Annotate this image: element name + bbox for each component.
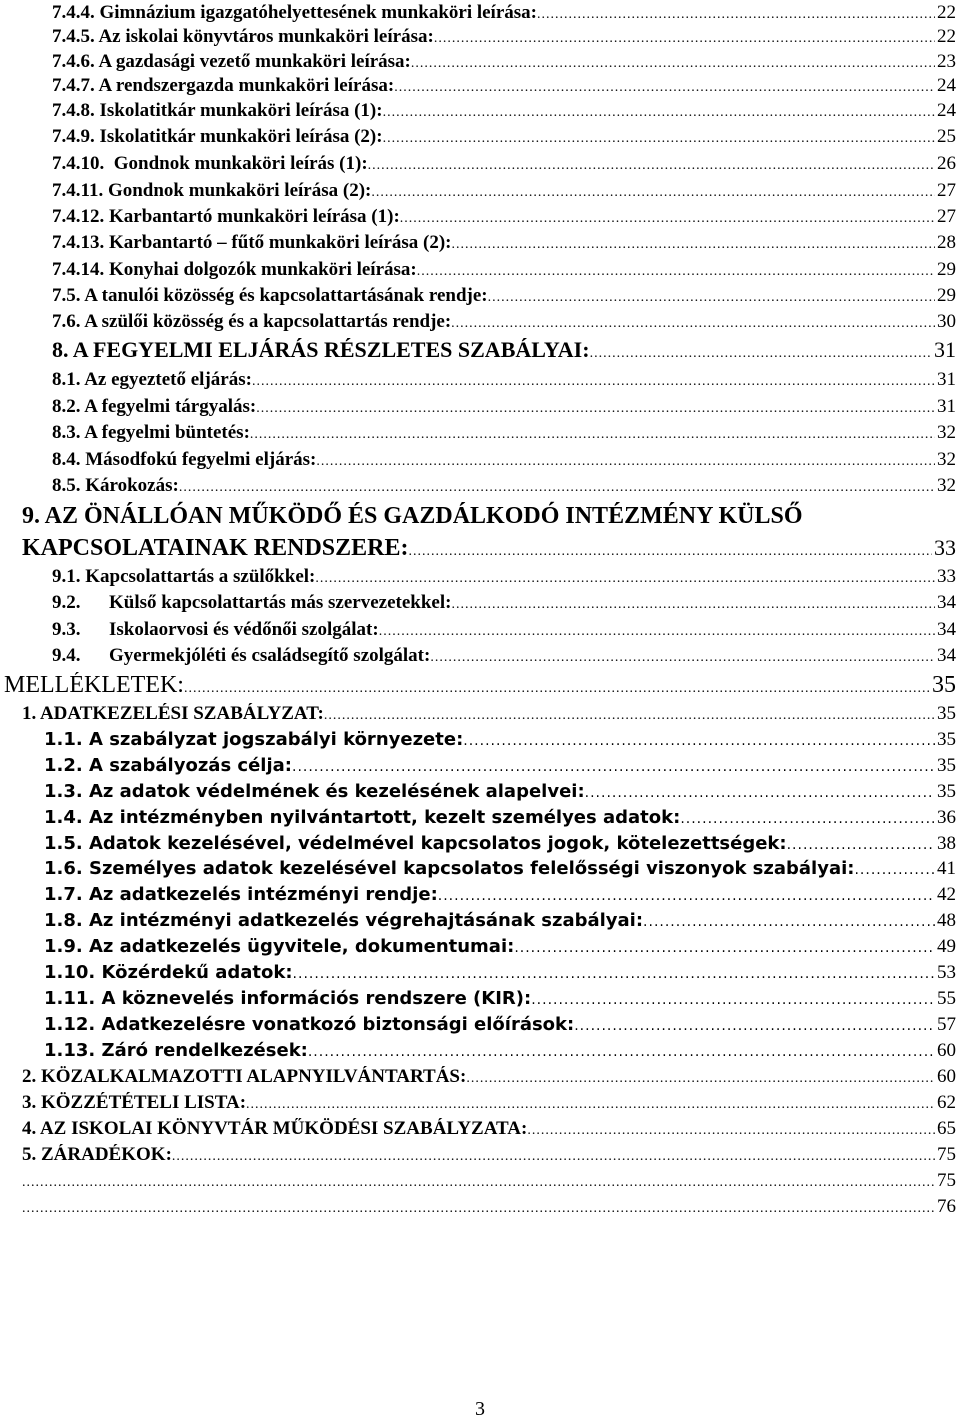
toc-entry-label: 1.6. Személyes adatok kezelésével kapcsolatos felelősségi viszonyok szabályai: <box>44 858 855 879</box>
toc-entry-7-4-6[interactable] <box>52 51 956 73</box>
toc-entry-label: 1.4. Az intézményben nyilvántartott, kezelt személyes adatok: <box>44 807 681 828</box>
toc-entry-page: 24 <box>937 100 956 121</box>
toc-entry-page: 35 <box>937 755 956 776</box>
toc-entry-page: 34 <box>937 645 956 666</box>
toc-leader-dots <box>368 158 935 174</box>
toc-leader-dots <box>179 480 935 496</box>
toc-entry-page: 35 <box>937 703 956 724</box>
toc-entry-label: 1.8. Az intézményi adatkezelés végrehajtásának szabályai: <box>44 910 644 931</box>
toc-leader-dots <box>643 914 935 930</box>
toc-entry-page: 29 <box>937 259 956 280</box>
toc-entry-page: 32 <box>937 449 956 470</box>
toc-entry-label: 1.1. A szabályzat jogszabályi környezete: <box>44 729 464 750</box>
toc-entry-page: 33 <box>937 566 956 587</box>
toc-leader-dots <box>292 759 935 775</box>
toc-leader-dots <box>417 264 935 280</box>
toc-leader-dots <box>383 131 935 147</box>
toc-entry-chapter-8[interactable] <box>52 337 956 363</box>
toc-leader-dots <box>308 1044 935 1060</box>
toc-entry-9-3[interactable] <box>52 619 956 641</box>
toc-entry-label: 7.4.7. A rendszergazda munkaköri leírása: <box>52 75 395 96</box>
toc-entry-page: 33 <box>934 535 956 560</box>
toc-entry-label: 7.4.14. Konyhai dolgozók munkaköri leírása: <box>52 259 417 280</box>
toc-entry-page: 55 <box>937 988 956 1009</box>
toc-entry-9-4[interactable] <box>52 645 956 667</box>
toc-entry-page: 62 <box>937 1092 956 1113</box>
toc-entry-page: 26 <box>937 153 956 174</box>
toc-entry-label-line1: 9. AZ ÖNÁLLÓAN MŰKÖDŐ ÉS GAZDÁLKODÓ INTÉZMÉNY KÜLSŐ <box>22 503 803 529</box>
toc-leader-dots <box>531 992 935 1008</box>
toc-leader-dots <box>394 80 935 96</box>
toc-entry-page: 60 <box>937 1066 956 1087</box>
toc-entry-page: 60 <box>937 1040 956 1061</box>
toc-leader-dots <box>466 1071 935 1087</box>
toc-entry-8-3[interactable] <box>52 422 956 444</box>
toc-leader-dots <box>184 681 930 697</box>
toc-entry-page: 42 <box>937 884 956 905</box>
toc-leader-dots <box>590 346 932 362</box>
toc-entry-page: 27 <box>937 206 956 227</box>
toc-leader-dots <box>527 1123 935 1139</box>
toc-entry-page: 75 <box>937 1144 956 1165</box>
toc-entry-label: 3. KÖZZÉTÉTELI LISTA: <box>22 1092 247 1113</box>
toc-entry-7-4-4[interactable] <box>52 2 956 24</box>
toc-entry-label: 1.5. Adatok kezelésével, védelmével kapcsolatos jogok, kötelezettségek: <box>44 833 787 854</box>
toc-entry-page: 49 <box>937 936 956 957</box>
toc-entry-7-4-13[interactable] <box>52 232 956 254</box>
toc-leader-dots <box>315 571 935 587</box>
toc-entry-page: 35 <box>937 781 956 802</box>
toc-leader-dots <box>409 544 933 560</box>
toc-entry-annex-1-6[interactable] <box>44 858 956 880</box>
toc-entry-page: 41 <box>937 858 956 879</box>
toc-leader-dots <box>250 427 935 443</box>
toc-entry-label: 7.4.13. Karbantartó – fűtő munkaköri leírása (2): <box>52 232 452 253</box>
toc-leader-dots <box>246 1097 935 1113</box>
toc-leader-dots <box>316 454 935 470</box>
toc-entry-page: 38 <box>937 833 956 854</box>
toc-entry-annex-3[interactable] <box>22 1092 956 1114</box>
toc-entry-annex-1-8[interactable] <box>44 910 956 932</box>
toc-entry-page: 76 <box>937 1196 956 1217</box>
toc-entry-page: 65 <box>937 1118 956 1139</box>
toc-leader-dots <box>463 733 935 749</box>
toc-entry-page: 29 <box>937 285 956 306</box>
toc-leader-dots <box>434 31 935 47</box>
toc-entry-label: KAPCSOLATAINAK RENDSZERE: <box>22 535 409 561</box>
toc-entry-annex-4[interactable] <box>22 1118 956 1140</box>
toc-entry-label: 1.3. Az adatok védelmének és kezelésének alapelvei: <box>44 781 585 802</box>
toc-entry-annex-1-12[interactable] <box>44 1014 956 1036</box>
toc-entry-annex-5[interactable] <box>22 1144 956 1166</box>
toc-entry-label: 5. ZÁRADÉKOK: <box>22 1144 172 1165</box>
toc-entry-annex-1-3[interactable] <box>44 781 956 803</box>
toc-entry-label: 7.4.6. A gazdasági vezető munkaköri leírása: <box>52 51 411 72</box>
toc-entry-annex-1-4[interactable] <box>44 807 956 829</box>
toc-leader-dots <box>22 1201 935 1217</box>
toc-entry-8-1[interactable] <box>52 369 956 391</box>
toc-entry-7-6[interactable] <box>52 311 956 333</box>
toc-entry-page: 31 <box>937 396 956 417</box>
toc-leader-dots <box>680 811 935 827</box>
toc-entry-label: 9.4. Gyermekjóléti és családsegítő szolgálat: <box>52 645 431 666</box>
toc-entry-label: 8.3. A fegyelmi büntetés: <box>52 422 250 443</box>
toc-entry-page: 24 <box>937 75 956 96</box>
toc-entry-label: MELLÉKLETEK: <box>4 672 184 698</box>
toc-leader-dots <box>451 597 935 613</box>
toc-leader-dots <box>488 290 935 306</box>
toc-entry-page: 53 <box>937 962 956 983</box>
toc-entry-label: 7.4.12. Karbantartó munkaköri leírása (1): <box>52 206 400 227</box>
toc-entry-page: 35 <box>932 672 956 698</box>
toc-entry-label: 7.4.4. Gimnázium igazgatóhelyettesének munkaköri leírása: <box>52 2 537 23</box>
toc-entry-label: 1.13. Záró rendelkezések: <box>44 1040 308 1061</box>
toc-leader-dots <box>574 1018 935 1034</box>
toc-entry-page: 32 <box>937 422 956 443</box>
toc-leader-dots <box>252 374 935 390</box>
toc-entry-page: 34 <box>937 619 956 640</box>
toc-leader-dots <box>400 211 935 227</box>
toc-entry-label: 8.1. Az egyeztető eljárás: <box>52 369 252 390</box>
toc-entry-label: 7.4.9. Iskolatitkár munkaköri leírása (2): <box>52 126 383 147</box>
toc-entry-label: 1.2. A szabályozás célja: <box>44 755 292 776</box>
toc-entry-annex-1-10[interactable] <box>44 962 956 984</box>
toc-entry-7-4-12[interactable] <box>52 206 956 228</box>
toc-entry-label: 1.7. Az adatkezelés intézményi rendje: <box>44 884 438 905</box>
toc-leader-dots <box>324 708 935 724</box>
toc-leader-dots <box>537 7 935 23</box>
toc-entry-label: 1. ADATKEZELÉSI SZABÁLYZAT: <box>22 703 324 724</box>
toc-leader-dots <box>452 237 935 253</box>
toc-leader-dots <box>172 1149 935 1165</box>
toc-leader-dots <box>585 785 935 801</box>
toc-entry-untitled-1[interactable] <box>22 1170 956 1192</box>
toc-entry-label: 9.3. Iskolaorvosi és védőnői szolgálat: <box>52 619 379 640</box>
toc-entry-page: 23 <box>937 51 956 72</box>
toc-leader-dots <box>438 888 935 904</box>
toc-leader-dots <box>383 105 935 121</box>
toc-entry-annex-1-1[interactable] <box>44 729 956 751</box>
toc-entry-8-5[interactable] <box>52 475 956 497</box>
toc-entry-label: 9.1. Kapcsolattartás a szülőkkel: <box>52 566 316 587</box>
toc-entry-7-4-8[interactable] <box>52 100 956 122</box>
toc-entry-page: 31 <box>934 337 956 362</box>
toc-entry-annexes[interactable] <box>4 672 956 699</box>
toc-entry-label: 1.10. Közérdekű adatok: <box>44 962 293 983</box>
toc-entry-8-2[interactable] <box>52 396 956 418</box>
toc-leader-dots <box>411 56 935 72</box>
toc-entry-label: 8.5. Károkozás: <box>52 475 179 496</box>
toc-entry-7-5[interactable] <box>52 285 956 307</box>
toc-entry-label: 4. AZ ISKOLAI KÖNYVTÁR MŰKÖDÉSI SZABÁLYZATA: <box>22 1118 528 1139</box>
toc-leader-dots <box>22 1175 935 1191</box>
toc-entry-page: 57 <box>937 1014 956 1035</box>
toc-entry-page: 27 <box>937 180 956 201</box>
toc-entry-chapter-9-line2[interactable] <box>22 535 956 562</box>
toc-entry-7-4-7[interactable] <box>52 75 956 97</box>
toc-entry-7-4-11[interactable] <box>52 180 956 202</box>
toc-entry-page: 25 <box>937 126 956 147</box>
toc-entry-page: 30 <box>937 311 956 332</box>
toc-leader-dots <box>451 316 935 332</box>
toc-entry-annex-2[interactable] <box>22 1066 956 1088</box>
page-number: 3 <box>475 1398 485 1420</box>
toc-entry-label: 7.4.11. Gondnok munkaköri leírása (2): <box>52 180 372 201</box>
toc-entry-8-4[interactable] <box>52 449 956 471</box>
toc-entry-annex-1-5[interactable] <box>44 833 956 855</box>
toc-entry-page: 22 <box>937 26 956 47</box>
toc-entry-untitled-2[interactable] <box>22 1196 956 1218</box>
toc-entry-page: 34 <box>937 592 956 613</box>
toc-leader-dots <box>854 862 935 878</box>
toc-leader-dots <box>256 401 935 417</box>
toc-entry-chapter-9[interactable] <box>22 503 956 533</box>
toc-entry-label: 1.11. A köznevelés információs rendszere (KIR): <box>44 988 532 1009</box>
toc-entry-page: 48 <box>937 910 956 931</box>
toc-entry-page: 28 <box>937 232 956 253</box>
toc-entry-9-2[interactable] <box>52 592 956 614</box>
toc-entry-annex-1-7[interactable] <box>44 884 956 906</box>
toc-entry-7-4-5[interactable] <box>52 26 956 48</box>
toc-entry-label: 1.9. Az adatkezelés ügyvitele, dokumentumai: <box>44 936 515 957</box>
toc-entry-label: 7.4.10. Gondnok munkaköri leírás (1): <box>52 153 368 174</box>
toc-entry-annex-1-11[interactable] <box>44 988 956 1010</box>
toc-entry-7-4-10[interactable] <box>52 153 956 175</box>
toc-entry-label: 8.2. A fegyelmi tárgyalás: <box>52 396 257 417</box>
toc-entry-label: 7.6. A szülői közösség és a kapcsolattartás rendje: <box>52 311 452 332</box>
toc-entry-label: 7.4.5. Az iskolai könyvtáros munkaköri leírása: <box>52 26 434 47</box>
toc-entry-7-4-14[interactable] <box>52 259 956 281</box>
toc-entry-annex-1-2[interactable] <box>44 755 956 777</box>
toc-entry-label: 7.5. A tanulói közösség és kapcsolattartásának rendje: <box>52 285 488 306</box>
toc-leader-dots <box>379 624 935 640</box>
toc-entry-annex-1-13[interactable] <box>44 1040 956 1062</box>
toc-entry-page: 31 <box>937 369 956 390</box>
toc-leader-dots <box>430 650 935 666</box>
toc-entry-annex-1-9[interactable] <box>44 936 956 958</box>
toc-entry-label: 7.4.8. Iskolatitkár munkaköri leírása (1): <box>52 100 383 121</box>
toc-entry-7-4-9[interactable] <box>52 126 956 148</box>
toc-entry-annex-1[interactable] <box>22 703 956 725</box>
toc-entry-page: 75 <box>937 1170 956 1191</box>
toc-entry-label: 8.4. Másodfokú fegyelmi eljárás: <box>52 449 317 470</box>
toc-leader-dots <box>293 966 935 982</box>
toc-entry-page: 22 <box>937 2 956 23</box>
toc-leader-dots <box>787 837 935 853</box>
toc-entry-page: 36 <box>937 807 956 828</box>
toc-entry-9-1[interactable] <box>52 566 956 588</box>
toc-leader-dots <box>514 940 935 956</box>
toc-entry-label: 1.12. Adatkezelésre vonatkozó biztonsági előírások: <box>44 1014 575 1035</box>
toc-entry-label: 2. KÖZALKALMAZOTTI ALAPNYILVÁNTARTÁS: <box>22 1066 467 1087</box>
toc-entry-label: 9.2. Külső kapcsolattartás más szervezetekkel: <box>52 592 452 613</box>
toc-entry-page: 35 <box>937 729 956 750</box>
toc-entry-page: 32 <box>937 475 956 496</box>
toc-entry-label: 8. A FEGYELMI ELJÁRÁS RÉSZLETES SZABÁLYAI: <box>52 337 590 362</box>
toc-leader-dots <box>371 185 935 201</box>
